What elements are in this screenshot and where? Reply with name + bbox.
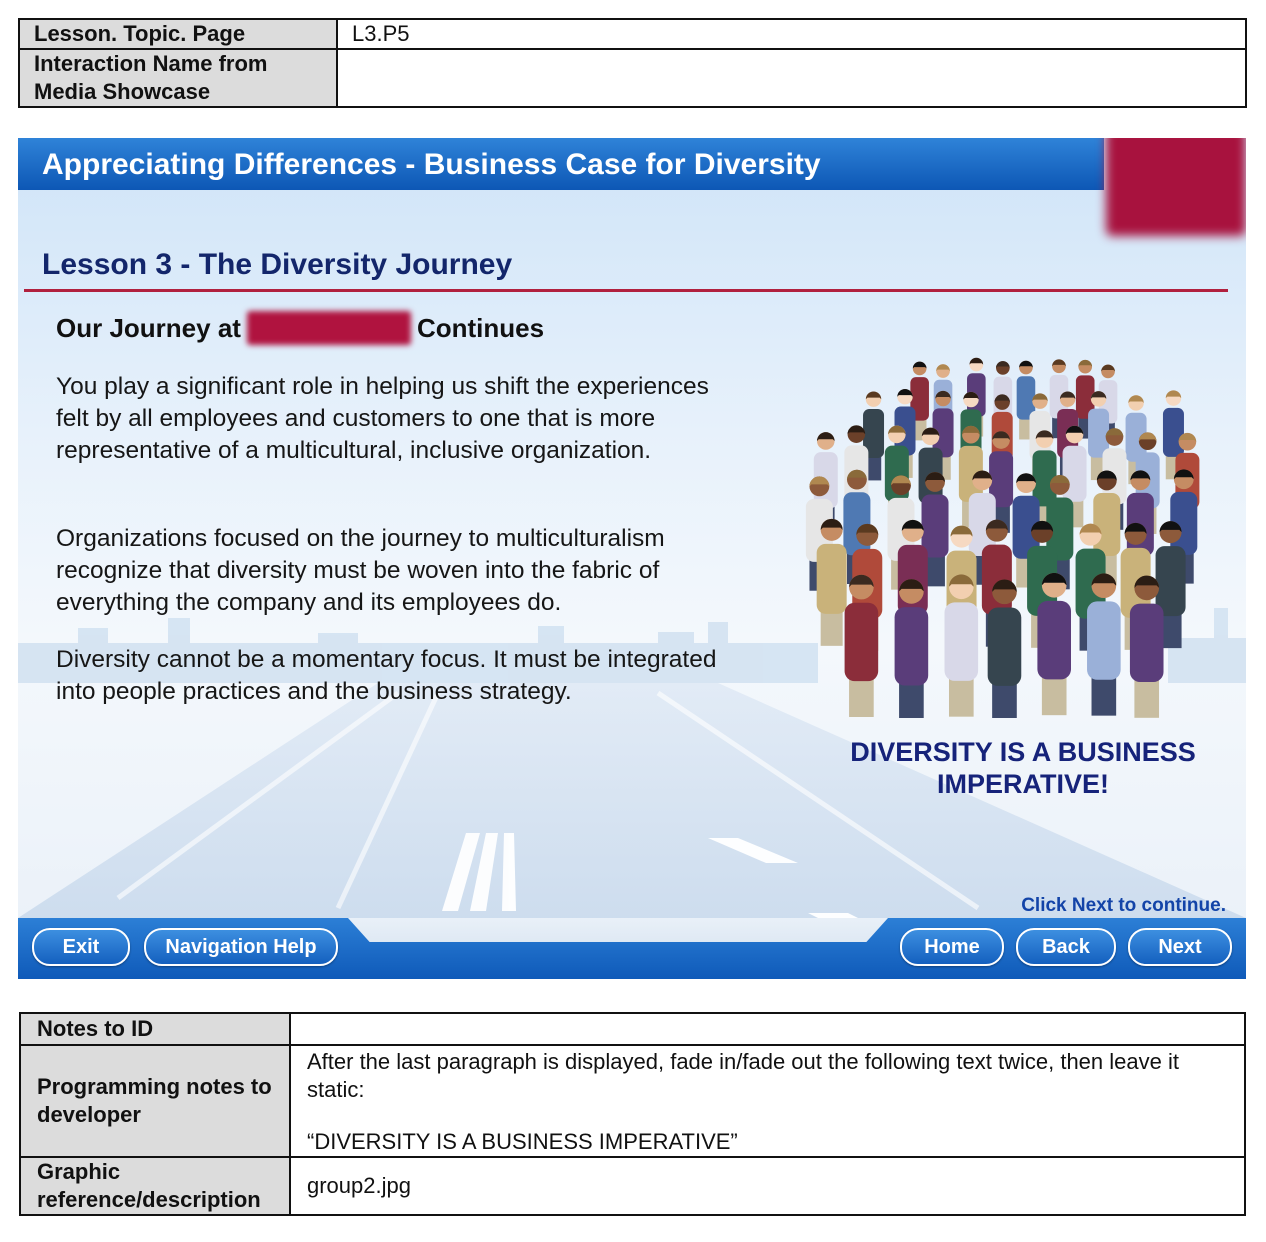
notes-to-id-label: Notes to ID [20,1013,290,1045]
paragraph-2: Organizations focused on the journey to multiculturalism recognize that diversity must be woven into the fabric of everything the company and its employees do. [56,525,665,616]
imperative-message [823,736,1223,800]
notes-to-id-value [290,1013,1245,1045]
table-row [20,1157,1245,1215]
interaction-name-label: Interaction Name from Media Showcase [19,49,337,107]
lesson-title: Lesson 3 - The Diversity Journey [42,248,513,281]
paragraph-3: Diversity cannot be a momentary focus. It must be integrated into people practices and the business strategy. [56,646,717,705]
storyboard-header-table [18,18,1247,108]
section-heading [56,311,544,345]
graphic-reference-label: Graphic reference/description [20,1157,290,1215]
exit-button[interactable]: Exit [32,928,130,966]
course-title: Appreciating Differences - Business Case for Diversity [42,148,821,181]
programming-notes-line-2: “DIVERSITY IS A BUSINESS IMPERATIVE” [307,1129,738,1154]
table-row [20,1045,1245,1157]
redacted-logo [1106,138,1246,236]
lesson-topic-page-value: L3.P5 [337,19,1246,49]
programming-notes-value [290,1045,1245,1157]
heading-after: Continues [416,313,545,343]
navigation-help-button[interactable]: Navigation Help [144,928,338,966]
table-row [19,19,1246,49]
click-next-instruction: Click Next to continue. [1021,895,1226,916]
home-button[interactable]: Home [900,928,1004,966]
lesson-topic-page-label: Lesson. Topic. Page [19,19,337,49]
storyboard-footer-table [19,1012,1246,1216]
interaction-name-value [337,49,1246,107]
heading-before: Our Journey at [56,313,241,343]
course-title-bar [18,138,1104,190]
next-button[interactable]: Next [1128,928,1232,966]
imperative-line-1: DIVERSITY IS A BUSINESS [850,737,1196,767]
imperative-line-2: IMPERATIVE! [936,769,1109,799]
back-button[interactable]: Back [1016,928,1116,966]
graphic-reference-value: group2.jpg [290,1157,1245,1215]
course-screen [18,138,1246,979]
redacted-company-name [247,311,411,345]
table-row [19,49,1246,107]
paragraph-1: You play a significant role in helping us shift the experiences felt by all employees and customers to one that is more representative of a multicultural, inclusive organization. [56,373,709,464]
group-photo [766,338,1220,718]
navigation-bar-notch [348,918,888,942]
lesson-divider [24,289,1228,292]
programming-notes-line-1: After the last paragraph is displayed, fade in/fade out the following text twice, then leave it static: [307,1049,1179,1102]
table-row [20,1013,1245,1045]
programming-notes-label: Programming notes to developer [20,1045,290,1157]
